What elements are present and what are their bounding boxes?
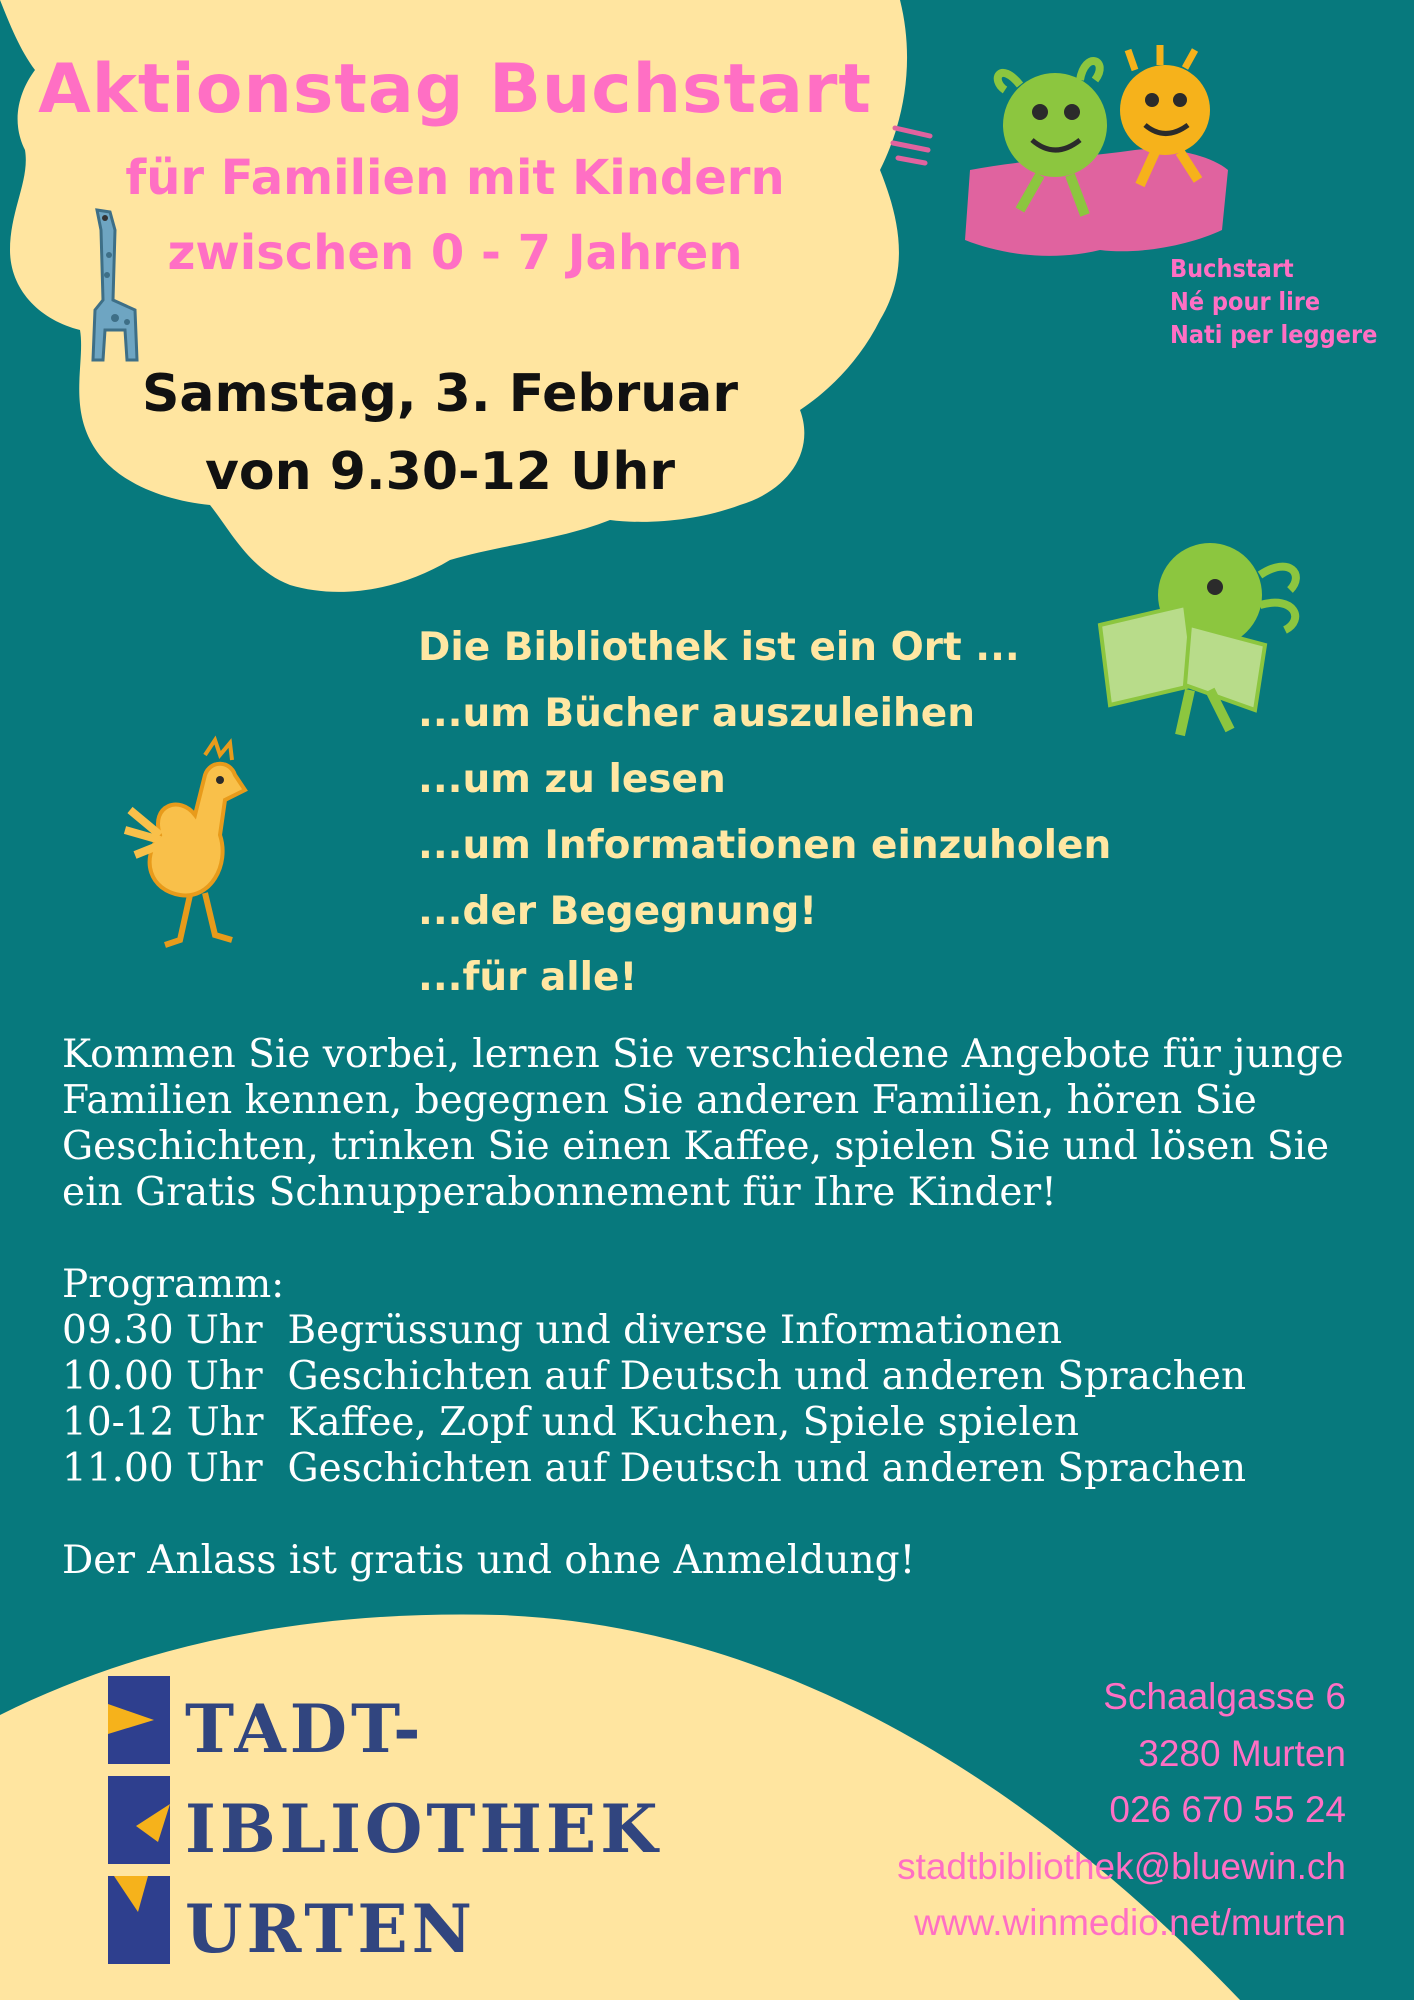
brand-line-2: Né pour lire (1170, 287, 1321, 316)
program-section (62, 1262, 1246, 1492)
program-item: 09.30 Uhr Begrüssung und diverse Informationen (62, 1308, 1063, 1353)
chicken-icon (120, 735, 270, 950)
contact-phone[interactable]: 026 670 55 24 (1109, 1789, 1346, 1830)
contact-city: 3280 Murten (1138, 1733, 1346, 1774)
library-line-4: ...um Informationen einzuholen (418, 823, 1112, 868)
library-line-1: Die Bibliothek ist ein Ort ... (418, 625, 1020, 670)
page-title: Aktionstag Buchstart (38, 50, 872, 129)
subtitle-line-1: für Familien mit Kindern (125, 150, 785, 206)
logo-word-1: TADT- (185, 1690, 425, 1768)
contact-street: Schaalgasse 6 (1103, 1676, 1346, 1717)
library-line-5: ...der Begegnung! (418, 889, 818, 934)
library-line-6: ...für alle! (418, 955, 638, 1000)
library-line-2: ...um Bücher auszuleihen (418, 691, 975, 736)
event-time: von 9.30-12 Uhr (205, 442, 675, 502)
brand-line-1: Buchstart (1170, 254, 1294, 283)
logo-word-3: URTEN (185, 1890, 476, 1968)
reading-creature-icon (1090, 535, 1325, 745)
library-line-3: ...um zu lesen (418, 757, 726, 802)
contact-website[interactable]: www.winmedio.net/murten (914, 1902, 1346, 1943)
intro-paragraph: Kommen Sie vorbei, lernen Sie verschiedene Angebote für junge Familien kennen, begegnen Sie anderen Familien, hören Sie Geschichten, trinken Sie einen Kaffee, spielen Sie und lösen Sie ein Gratis Schnupperabonnement für Ihre Kinder! (62, 1032, 1344, 1215)
logo-word-2: IBLIOTHEK (185, 1790, 662, 1868)
program-item: 10-12 Uhr Kaffee, Zopf und Kuchen, Spiele spielen (62, 1400, 1080, 1445)
program-item: 10.00 Uhr Geschichten auf Deutsch und anderen Sprachen (62, 1354, 1247, 1399)
logo-letter-m-icon (108, 1876, 170, 1964)
buchstart-characters-icon (960, 40, 1250, 280)
program-heading: Programm: (62, 1262, 285, 1307)
logo-letter-s-icon (108, 1676, 170, 1764)
contact-email[interactable]: stadtbibliothek@bluewin.ch (897, 1846, 1346, 1887)
program-item: 11.00 Uhr Geschichten auf Deutsch und anderen Sprachen (62, 1446, 1247, 1491)
event-date: Samstag, 3. Februar (141, 364, 739, 424)
subtitle-line-2: zwischen 0 - 7 Jahren (167, 225, 743, 281)
logo-letter-b-icon (108, 1776, 170, 1864)
brand-line-3: Nati per leggere (1170, 320, 1378, 349)
free-entry-note: Der Anlass ist gratis und ohne Anmeldung! (62, 1538, 916, 1583)
